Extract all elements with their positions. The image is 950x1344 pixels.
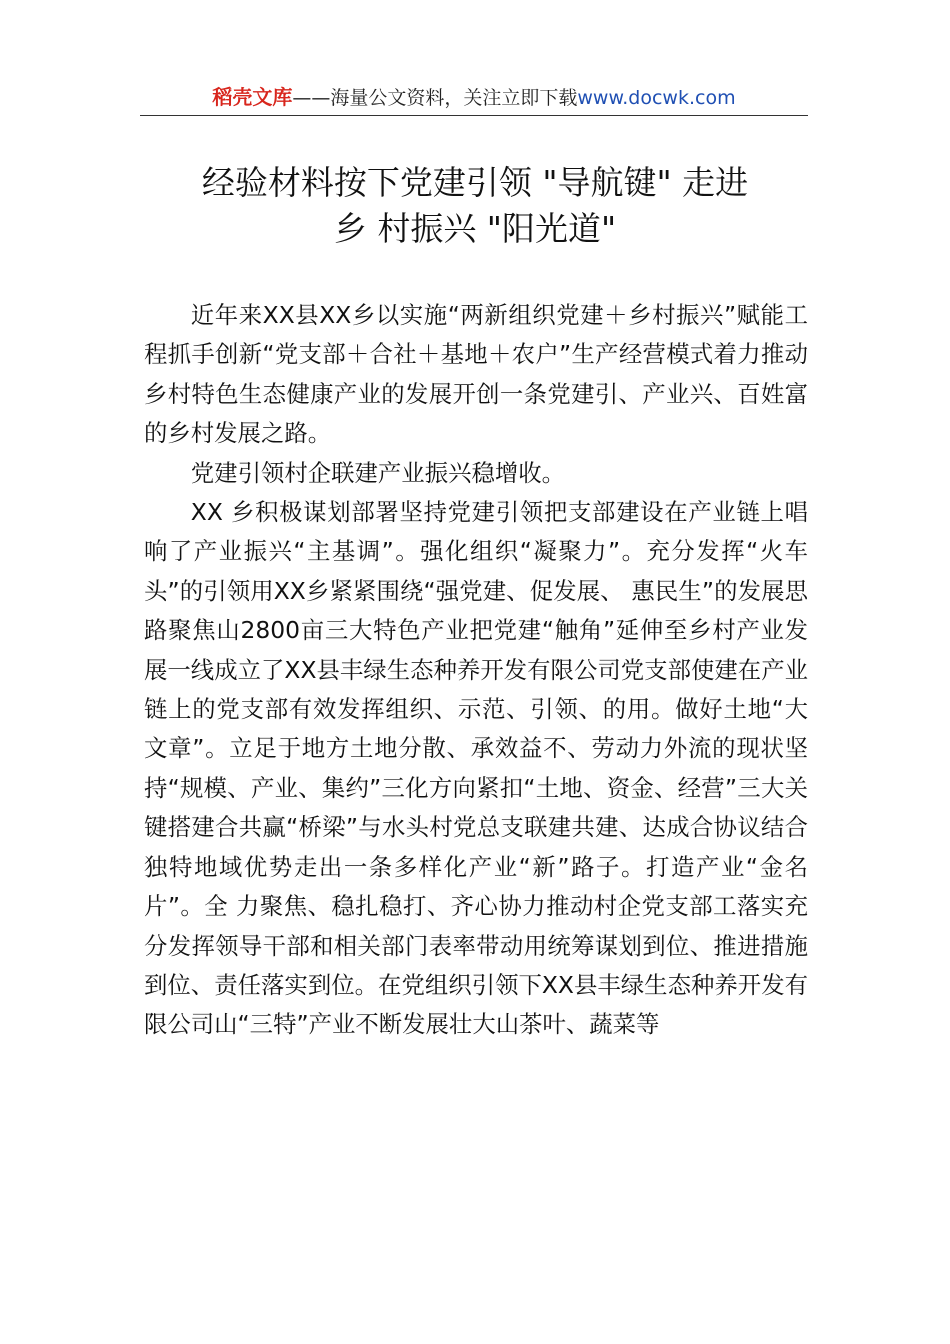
page-header: [140, 82, 808, 116]
paragraph-intro: 近年来XX县XX乡以实施“两新组织党建＋乡村振兴”赋能工程抓手创新“党支部＋合社＋基地＋农户”生产经营模式着力推动乡村特色生态健康产业的发展开创一条党建引、产业兴、百姓富的乡村发展之路。: [144, 301, 808, 448]
paragraph-heading: 党建引领村企联建产业振兴稳增收。: [190, 458, 566, 487]
brand-name: 稻壳文库: [212, 85, 293, 109]
title-line-2: 乡 村振兴 "阳光道": [333, 209, 617, 248]
document-body: [144, 296, 808, 1045]
header-url-link[interactable]: www.docwk.com: [577, 87, 736, 109]
title-line-1: 经验材料按下党建引领 "导航键" 走进: [201, 163, 749, 202]
document-title: [120, 160, 830, 252]
paragraph-main: XX 乡积极谋划部署坚持党建引领把支部建设在产业链上唱响了产业振兴“主基调”。强化组织“凝聚力”。充分发挥“火车头”的引领用XX乡紧紧围绕“强党建、促发展、 惠民生”的发展思路聚焦山2800亩三大特色产业把党建“触角”延伸至乡村产业发展一线成立了XX县丰绿生态种养开发有限公司党支部使建在产业链上的党支部有效发挥组织、示范、引领、的用。做好土地“大文章”。立足于地方土地分散、承效益不、劳动力外流的现状坚持“规模、产业、集约”三化方向紧扣“土地、资金、经营”三大关键搭建合共赢“桥梁”与水头村党总支联建共建、达成合协议结合独特地域优势走出一条多样化产业“新”路子。打造产业“金名片”。全 力聚焦、稳扎稳打、齐心协力推动村企党支部工落实充分发挥领导干部和相关部门表率带动用统筹谋划到位、推进措施到位、责任落实到位。在党组织引领下XX县丰绿生态种养开发有限公司山“三特”产业不断发展壮大山茶叶、蔬菜等: [144, 498, 808, 1039]
header-tagline: ——海量公文资料，关注立即下载: [292, 87, 578, 109]
header-divider: [140, 115, 808, 116]
